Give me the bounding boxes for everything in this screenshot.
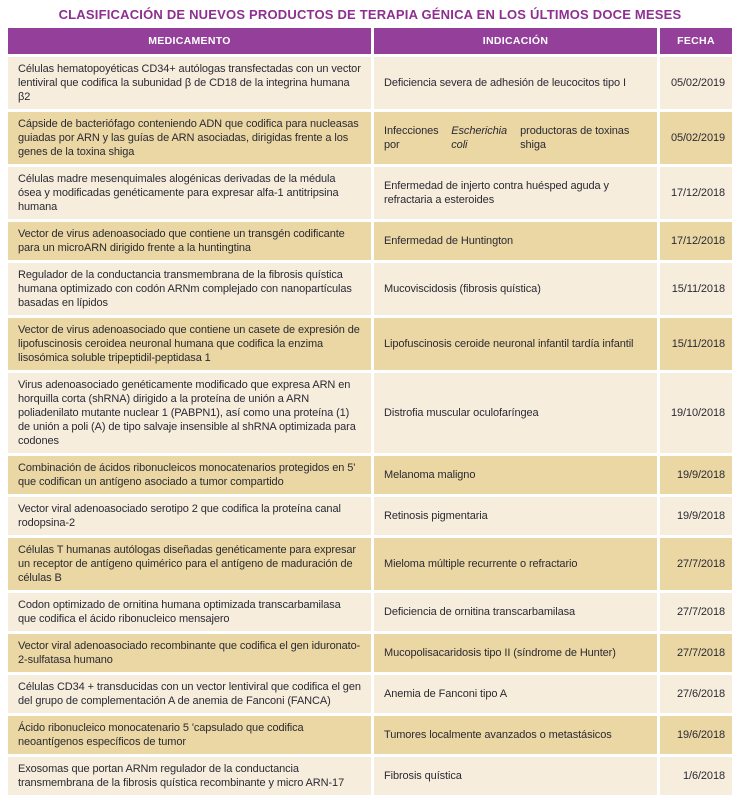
fecha-cell: 27/7/2018: [660, 634, 732, 672]
table-row: [8, 456, 732, 494]
medicamento-cell: Exosomas que portan ARNm regulador de la conductancia transmembrana de la fibrosis quística recombinante y micro ARN-17: [8, 757, 371, 795]
indicacion-cell: Enfermedad de Huntington: [374, 222, 657, 260]
column-header-indicacion: INDICACIÓN: [374, 28, 657, 54]
fecha-cell: 19/9/2018: [660, 497, 732, 535]
fecha-cell: 19/6/2018: [660, 716, 732, 754]
fecha-cell: 27/6/2018: [660, 675, 732, 713]
fecha-cell: 1/6/2018: [660, 757, 732, 795]
indicacion-cell: Fibrosis quística: [374, 757, 657, 795]
medicamento-cell: Cápside de bacteriófago conteniendo ADN que codifica para nucleasas guiadas por ARN y las guías de ARN asociadas, dirigidas frente a los genes de la toxina shiga: [8, 112, 371, 164]
table-row: [8, 57, 732, 109]
table-row: [8, 675, 732, 713]
indicacion-cell: Melanoma maligno: [374, 456, 657, 494]
table-row: [8, 222, 732, 260]
medicamento-cell: Células madre mesenquimales alogénicas derivadas de la médula ósea y modificadas genéticamente para expresar alfa-1 antitripsina humana: [8, 167, 371, 219]
column-header-medicamento: MEDICAMENTO: [8, 28, 371, 54]
table-row: [8, 757, 732, 795]
table-row: [8, 593, 732, 631]
table-row: [8, 263, 732, 315]
fecha-cell: 05/02/2019: [660, 57, 732, 109]
indicacion-cell: Distrofia muscular oculofaríngea: [374, 373, 657, 453]
indicacion-cell: Tumores localmente avanzados o metastásicos: [374, 716, 657, 754]
medicamento-cell: Codon optimizado de ornitina humana optimizada transcarbamilasa que codifica el ácido ribonucleico mensajero: [8, 593, 371, 631]
fecha-cell: 27/7/2018: [660, 538, 732, 590]
indicacion-text: Infecciones por: [384, 125, 439, 151]
fecha-cell: 15/11/2018: [660, 263, 732, 315]
table-row: [8, 318, 732, 370]
medicamento-cell: Ácido ribonucleico monocatenario 5 'capsulado que codifica neoantígenos específicos de tumor: [8, 716, 371, 754]
table-row: [8, 167, 732, 219]
fecha-cell: 19/10/2018: [660, 373, 732, 453]
column-header-fecha: FECHA: [660, 28, 732, 54]
indicacion-cell: Deficiencia severa de adhesión de leucocitos tipo I: [374, 57, 657, 109]
table-row: [8, 538, 732, 590]
medicamento-cell: Células hematopoyéticas CD34+ autólogas transfectadas con un vector lentiviral que codifica la subunidad β de CD18 de la integrina humana β2: [8, 57, 371, 109]
indicacion-cell: Mucoviscidosis (fibrosis quística): [374, 263, 657, 315]
table-row: [8, 497, 732, 535]
indicacion-cell: Enfermedad de injerto contra huésped aguda y refractaria a esteroides: [374, 167, 657, 219]
table-row: [8, 716, 732, 754]
indicacion-cell: Anemia de Fanconi tipo A: [374, 675, 657, 713]
medicamento-cell: Células T humanas autólogas diseñadas genéticamente para expresar un receptor de antígeno quimérico para el antígeno de maduración de células B: [8, 538, 371, 590]
fecha-cell: 17/12/2018: [660, 222, 732, 260]
medicamento-cell: Virus adenoasociado genéticamente modificado que expresa ARN en horquilla corta (shRNA) dirigido a la proteína de unión a ARN poliadenilato mutante nuclear 1 (PABPN1), así como una proteína (1) de unión a poli (A) de tipo salvaje insensible al shRNA optimizada para codones: [8, 373, 371, 453]
medicamento-cell: Vector de virus adenoasociado que contiene un casete de expresión de lipofuscinosis ceroidea neuronal humana que codifica la enzima lisosómica soluble tripeptidil-peptidasa 1: [8, 318, 371, 370]
indicacion-cell: Deficiencia de ornitina transcarbamilasa: [374, 593, 657, 631]
fecha-cell: 27/7/2018: [660, 593, 732, 631]
table-row: [8, 634, 732, 672]
medicamento-cell: Vector viral adenoasociado recombinante que codifica el gen iduronato-2-sulfatasa humano: [8, 634, 371, 672]
medicamento-cell: Vector de virus adenoasociado que contiene un transgén codificante para un microARN dirigido frente a la huntingtina: [8, 222, 371, 260]
medicamento-cell: Células CD34 + transducidas con un vector lentiviral que codifica el gen del grupo de complementación A de anemia de Fanconi (FANCA): [8, 675, 371, 713]
fecha-cell: 15/11/2018: [660, 318, 732, 370]
indicacion-text: productoras de toxinas shiga: [520, 125, 630, 151]
table-header-row: [8, 28, 732, 54]
medicamento-cell: Regulador de la conductancia transmembrana de la fibrosis quística humana optimizado con codón ARNm complejado con nanopartículas basadas en lípidos: [8, 263, 371, 315]
table-row: [8, 373, 732, 453]
fecha-cell: 17/12/2018: [660, 167, 732, 219]
indicacion-cell: Mieloma múltiple recurrente o refractario: [374, 538, 657, 590]
indicacion-cell: Lipofuscinosis ceroide neuronal infantil tardía infantil: [374, 318, 657, 370]
indicacion-cell: Mucopolisacaridosis tipo II (síndrome de Hunter): [374, 634, 657, 672]
species-name-italic: Escherichia coli: [451, 125, 508, 151]
medicamento-cell: Vector viral adenoasociado serotipo 2 que codifica la proteína canal rodopsina-2: [8, 497, 371, 535]
gene-therapy-products-table: [8, 28, 732, 798]
medicamento-cell: Combinación de ácidos ribonucleicos monocatenarios protegidos en 5' que codifican un antígeno asociado a tumor compartido: [8, 456, 371, 494]
page-title: CLASIFICACIÓN DE NUEVOS PRODUCTOS DE TERAPIA GÉNICA EN LOS ÚLTIMOS DOCE MESES: [58, 7, 682, 22]
fecha-cell: 19/9/2018: [660, 456, 732, 494]
table-row: [8, 112, 732, 164]
fecha-cell: 05/02/2019: [660, 112, 732, 164]
indicacion-cell: Retinosis pigmentaria: [374, 497, 657, 535]
indicacion-cell: [374, 112, 657, 164]
